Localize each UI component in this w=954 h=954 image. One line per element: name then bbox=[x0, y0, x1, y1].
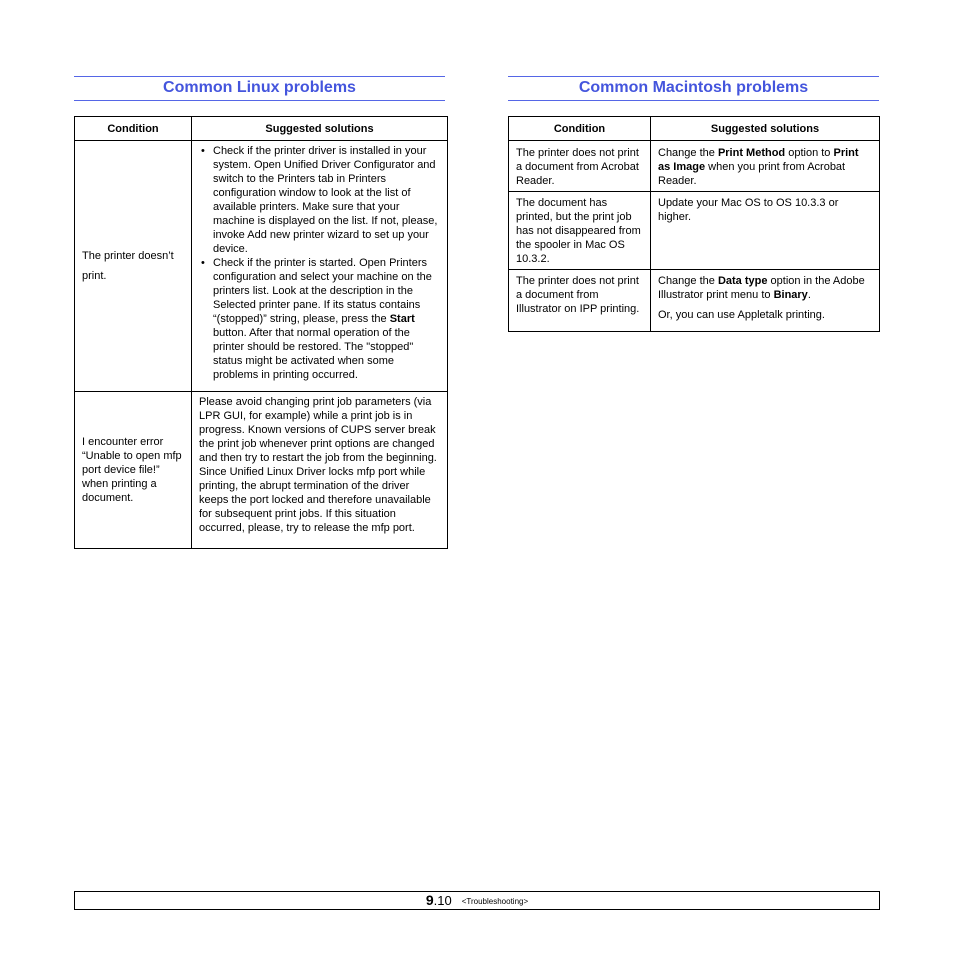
mac-row3-solution-line1 bbox=[658, 274, 872, 302]
linux-col-condition: Condition bbox=[75, 117, 192, 141]
linux-section bbox=[74, 76, 448, 549]
table-row bbox=[509, 270, 880, 332]
linux-row1-condition-line2: print. bbox=[82, 270, 107, 282]
mac-row3-solution-line2: Or, you can use Appletalk printing. bbox=[658, 309, 825, 321]
sol-text: option in the Adobe Illustrator print menu to bbox=[658, 275, 865, 301]
bullet2-text-end: button. After that normal operation of the printer should be restored. The "stopped" status might be activated when some problems in printing occurred. bbox=[213, 327, 414, 381]
page-number-minor: .10 bbox=[433, 893, 452, 908]
sol-text: when you print from Acrobat Reader. bbox=[658, 161, 846, 187]
linux-row1-condition bbox=[75, 141, 192, 392]
linux-table bbox=[74, 116, 448, 549]
mac-row3-condition: The printer does not print a document from Illustrator on IPP printing. bbox=[509, 270, 651, 332]
table-row bbox=[75, 141, 448, 392]
sol-text: . bbox=[807, 289, 811, 301]
page-footer bbox=[74, 891, 880, 910]
sol-text: Change the bbox=[658, 147, 718, 159]
sol-text: Change the bbox=[658, 275, 718, 287]
mac-row1-solution bbox=[651, 141, 880, 192]
sol-bold: Data type bbox=[717, 275, 768, 287]
sol-bold: Print as Image bbox=[658, 147, 859, 173]
sol-bold: Binary bbox=[773, 289, 808, 301]
linux-heading: Common Linux problems bbox=[74, 76, 445, 101]
list-item: • Check if the printer driver is installed in your system. Open Unified Driver Configurator and switch to the Printers tab in Printers configuration window to look at the list of available printers. Make sure that your machine is displayed on the list. If not, please, invoke Add new printer wizard to set up your device. bbox=[213, 144, 440, 256]
mac-header-row bbox=[509, 117, 880, 141]
linux-row1-bullets bbox=[199, 144, 440, 382]
mac-row2-condition: The document has printed, but the print job has not disappeared from the spooler in Mac OS 10.3.2. bbox=[509, 192, 651, 270]
footer-chapter-tag: <Troubleshooting> bbox=[461, 897, 529, 906]
linux-row1-condition-line1: The printer doesn’t bbox=[82, 250, 174, 262]
mac-row1-condition: The printer does not print a document from Acrobat Reader. bbox=[509, 141, 651, 192]
linux-header-row bbox=[75, 117, 448, 141]
linux-row1-solution bbox=[192, 141, 448, 392]
table-row bbox=[75, 392, 448, 549]
mac-heading: Common Macintosh problems bbox=[508, 76, 879, 101]
mac-row3-solution bbox=[651, 270, 880, 332]
page-number-major: 9 bbox=[425, 892, 434, 908]
mac-col-condition: Condition bbox=[509, 117, 651, 141]
table-row bbox=[509, 192, 880, 270]
start-button-label: Start bbox=[389, 313, 415, 325]
mac-row2-solution: Update your Mac OS to OS 10.3.3 or higher. bbox=[651, 192, 880, 270]
linux-col-solutions: Suggested solutions bbox=[192, 117, 448, 141]
sol-text: option to bbox=[785, 147, 834, 159]
list-item bbox=[213, 256, 440, 382]
bullet2-text: Check if the printer is started. Open Printers configuration and select your machine on the printers list. Look at the description in the Selected printer pane. If its status contains “(stopped)” string, please, press the bbox=[213, 257, 432, 325]
mac-col-solutions: Suggested solutions bbox=[651, 117, 880, 141]
mac-section bbox=[508, 76, 880, 332]
sol-bold: Print Method bbox=[717, 147, 786, 159]
mac-table bbox=[508, 116, 880, 332]
linux-row2-condition: I encounter error “Unable to open mfp port device file!” when printing a document. bbox=[75, 392, 192, 549]
table-row bbox=[509, 141, 880, 192]
linux-row2-solution: Please avoid changing print job parameters (via LPR GUI, for example) while a print job is in progress. Known versions of CUPS server break the print job whenever print options are changed and then try to restart the job from the beginning. Since Unified Linux Driver locks mfp port while printing, the abrupt termination of the driver keeps the port locked and therefore unavailable for subsequent print jobs. If this situation occurred, please, try to release the mfp port. bbox=[192, 392, 448, 549]
